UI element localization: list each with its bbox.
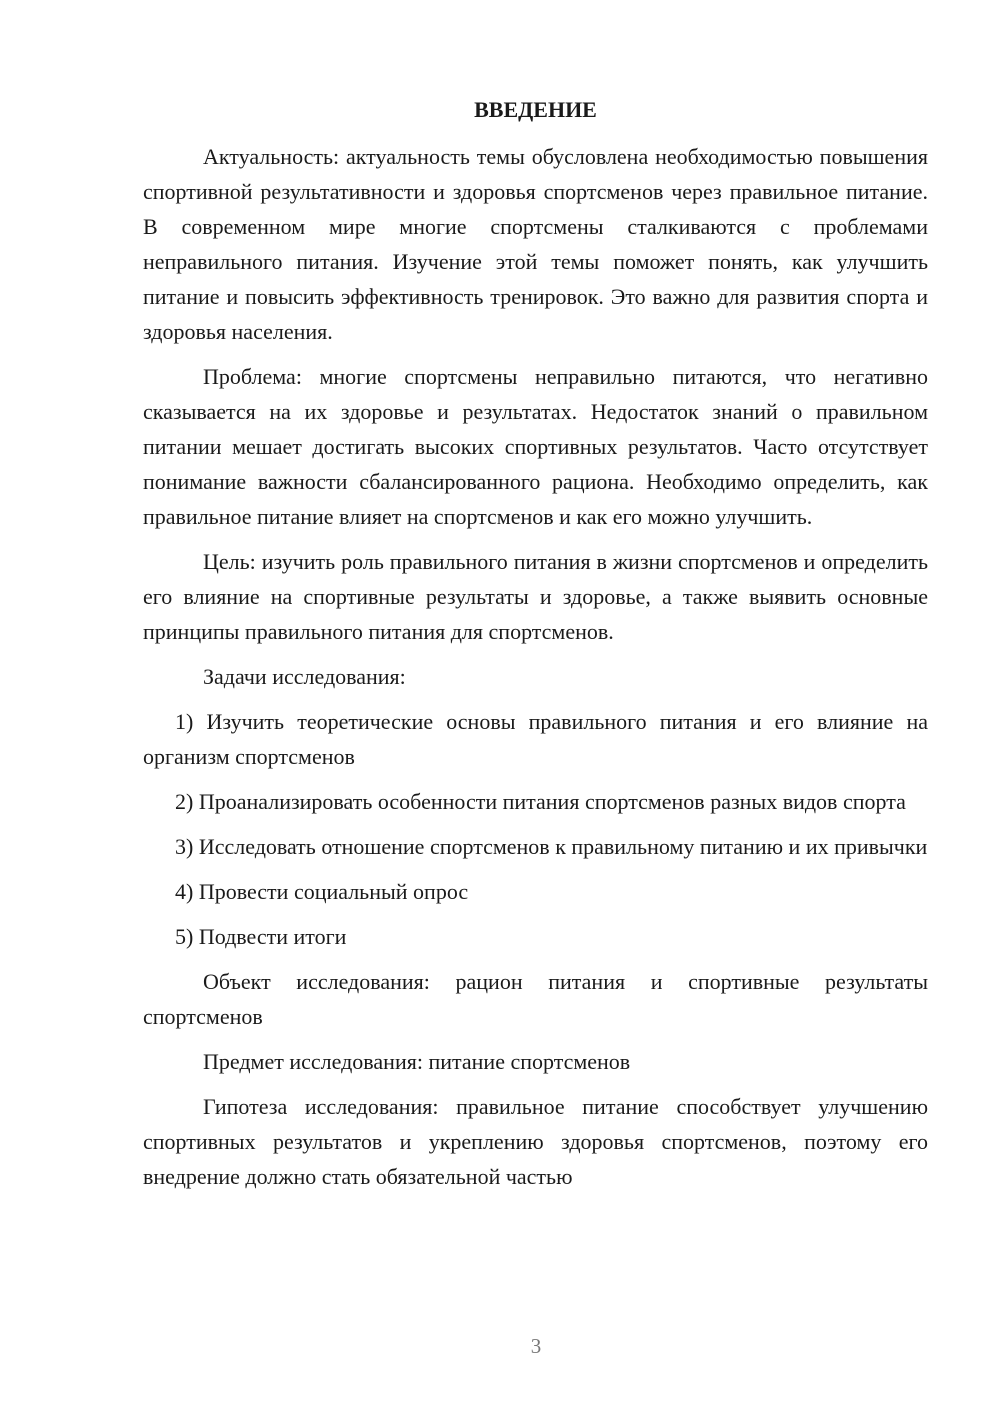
task-item-3: 3) Исследовать отношение спортсменов к правильному питанию и их привычки	[175, 834, 928, 859]
page-number: 3	[530, 1334, 542, 1358]
paragraph-object: Объект исследования: рацион питания и спортивные результаты спортсменов	[143, 969, 928, 1029]
paragraph-hypothesis: Гипотеза исследования: правильное питание способствует улучшению спортивных результатов и укреплению здоровья спортсменов, поэтому его внедрение должно стать обязательной частью	[143, 1094, 928, 1189]
task-item-1: 1) Изучить теоретические основы правильного питания и его влияние на организм спортсменов	[143, 709, 928, 769]
document-page	[143, 95, 928, 1194]
task-item-5: 5) Подвести итоги	[175, 924, 347, 949]
paragraph-goal: Цель: изучить роль правильного питания в жизни спортсменов и определить его влияние на спортивные результаты и здоровье, а также выявить основные принципы правильного питания для спортсменов.	[143, 549, 928, 644]
paragraph-relevance: Актуальность: актуальность темы обусловлена необходимостью повышения спортивной результативности и здоровья спортсменов через правильное питание. В современном мире многие спортсмены сталкиваются с проблемами неправильного питания. Изучение этой темы поможет понять, как улучшить питание и повысить эффективность тренировок. Это важно для развития спорта и здоровья населения.	[143, 144, 928, 344]
task-item-2: 2) Проанализировать особенности питания спортсменов разных видов спорта	[175, 789, 906, 814]
paragraph-subject: Предмет исследования: питание спортсменов	[203, 1049, 631, 1074]
section-title: ВВЕДЕНИЕ	[474, 97, 597, 122]
paragraph-tasks-heading: Задачи исследования:	[203, 664, 406, 689]
paragraph-problem: Проблема: многие спортсмены неправильно питаются, что негативно сказывается на их здоровье и результатах. Недостаток знаний о правильном питании мешает достигать высоких спортивных результатов. Часто отсутствует понимание важности сбалансированного рациона. Необходимо определить, как правильное питание влияет на спортсменов и как его можно улучшить.	[143, 364, 928, 529]
task-item-4: 4) Провести социальный опрос	[175, 879, 469, 904]
